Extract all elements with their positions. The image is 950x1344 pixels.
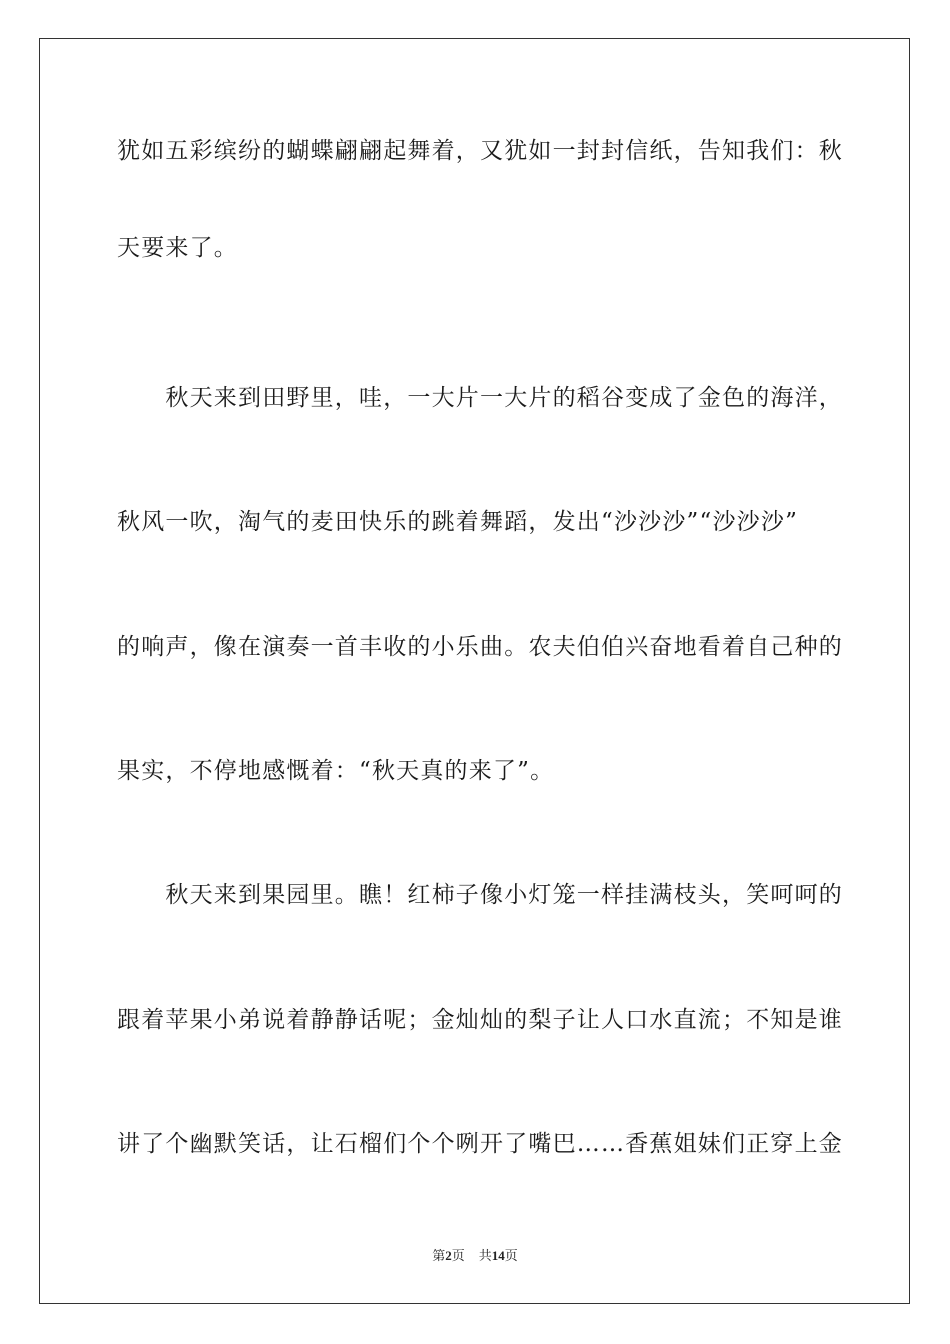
text-line: 讲了个幽默笑话，让石榴们个个咧开了嘴巴……香蕉姐妹们正穿上金 xyxy=(117,1131,843,1157)
paragraph-start-line: 秋天来到田野里，哇，一大片一大片的稻谷变成了金色的海洋， xyxy=(117,385,843,411)
total-page-number: 14 xyxy=(491,1248,505,1263)
page-prefix: 第 xyxy=(432,1248,446,1263)
text-line: 的响声，像在演奏一首丰收的小乐曲。农夫伯伯兴奋地看着自己种的 xyxy=(117,634,843,660)
paragraph-start-line: 秋天来到果园里。瞧！红柿子像小灯笼一样挂满枝头，笑呵呵的 xyxy=(117,882,843,908)
total-unit: 页 xyxy=(504,1248,518,1263)
total-prefix: 共 xyxy=(478,1248,492,1263)
text-line: 秋风一吹，淘气的麦田快乐的跳着舞蹈，发出“沙沙沙”“沙沙沙” xyxy=(117,509,799,535)
page-border xyxy=(39,38,910,1304)
current-page-number: 2 xyxy=(445,1248,452,1263)
text-line: 天要来了。 xyxy=(117,235,238,261)
text-line: 果实，不停地感慨着：“秋天真的来了”。 xyxy=(117,758,555,784)
text-line: 犹如五彩缤纷的蝴蝶翩翩起舞着，又犹如一封封信纸，告知我们：秋 xyxy=(117,138,843,164)
page-footer xyxy=(0,1245,950,1264)
text-line: 跟着苹果小弟说着静静话呢；金灿灿的梨子让人口水直流；不知是谁 xyxy=(117,1007,843,1033)
page-unit: 页 xyxy=(451,1248,465,1263)
